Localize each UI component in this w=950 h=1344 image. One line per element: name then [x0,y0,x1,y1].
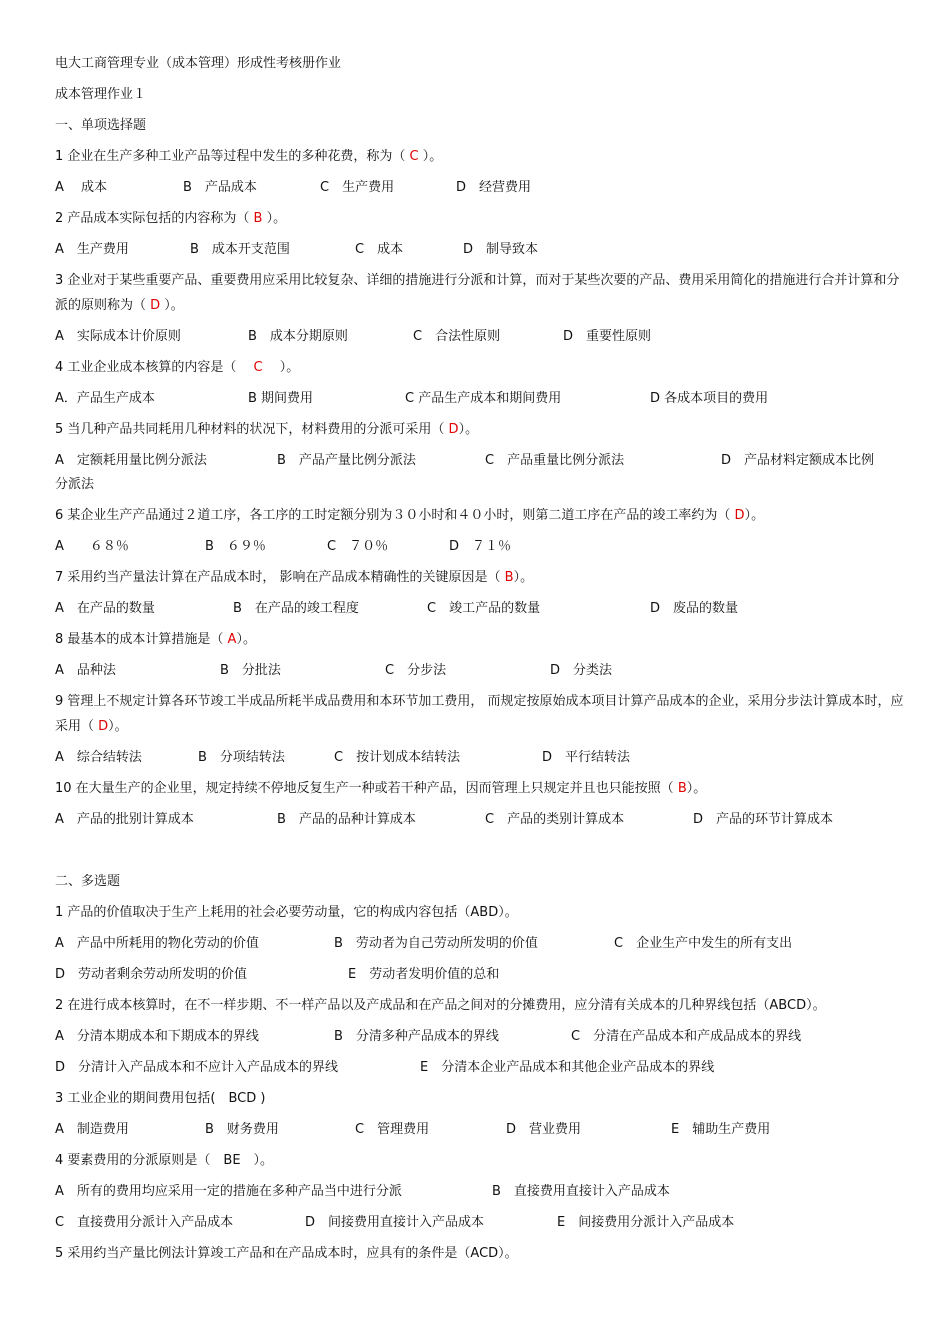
option: A 所有的费用均应采用一定的措施在多种产品当中进行分派 [55,1184,402,1199]
option: C 成本 [355,242,404,257]
option: B 劳动者为自己劳动所发明的价值 [334,936,538,951]
option: C 企业生产中发生的所有支出 [614,936,793,951]
option: D 产品的环节计算成本 [693,812,834,827]
option: D 经营费用 [456,180,532,195]
option: D 重要性原则 [563,329,652,344]
option: B 成本分期原则 [248,329,348,344]
answer-mark: B [504,570,514,585]
option: D 间接费用直接计入产品成本 [305,1215,485,1230]
blank-line [55,835,905,866]
option: D 制导致本 [463,242,539,257]
option: B 产品产量比例分派法 [277,453,416,468]
question-1-options [55,172,905,203]
option: D 各成本项目的费用 [650,391,769,406]
option: C 直接费用分派计入产品成本 [55,1215,234,1230]
section-multi-choice-title: 二、多选题 [55,874,121,889]
option: A 制造费用 [55,1122,129,1137]
answer-mark: B [253,211,263,226]
question-4-stem: 4 工业企业成本核算的内容是（ C ）。 [55,360,300,375]
multi-question-3-stem: 3 工业企业的期间费用包括( BCD ) [55,1091,266,1106]
multi-question-2-options-row1 [55,1021,905,1052]
option: A 产品的批别计算成本 [55,812,194,827]
answer-mark: D [448,422,459,437]
multi-question-4-options-row1 [55,1176,905,1207]
option: A．产品生产成本 [55,391,155,406]
option: C 分清在产品成本和产成品成本的界线 [571,1029,802,1044]
multi-question-5-stem: 5 采用约当产量比例法计算竣工产品和在产品成本时，应具有的条件是（ACD）。 [55,1246,518,1261]
option: E 劳动者发明价值的总和 [348,967,500,982]
option: A 品种法 [55,663,116,678]
question-2-stem: 2 产品成本实际包括的内容称为（ B ）。 [55,211,287,226]
option: B 成本开支范围 [190,242,290,257]
option: A 生产费用 [55,242,129,257]
multi-question-1-options-row2 [55,959,905,990]
option: D 产品材料定额成本比例 [721,453,875,468]
option: B 分批法 [220,663,281,678]
option: A 实际成本计价原则 [55,329,181,344]
multi-question-2-stem: 2 在进行成本核算时，在不一样步期、不一样产品以及产成品和在产品之间对的分摊费用，应分清有关成本的几种界线包括（ABCD）。 [55,998,826,1013]
option: B 在产品的竣工程度 [233,601,359,616]
multi-question-1-stem: 1 产品的价值取决于生产上耗用的社会必要劳动量，它的构成内容包括（ABD）。 [55,905,518,920]
option: C 竣工产品的数量 [427,601,541,616]
question-3-stem: 3 企业对于某些重要产品、重要费用应采用比较复杂、详细的措施进行分派和计算，而对于某些次要的产品、费用采用简化的措施进行合并计算和分派的原则称为（ D ）。 [55,273,900,313]
multi-question-2-options-row2 [55,1052,905,1083]
option: B ６９％ [205,539,266,554]
question-7-options [55,593,905,624]
option: D 劳动者剩余劳动所发明的价值 [55,967,248,982]
option: C 产品的类别计算成本 [485,812,625,827]
option: B 产品的品种计算成本 [277,812,416,827]
option: C 按计划成本结转法 [334,750,461,765]
question-6-options [55,531,905,562]
option: B 直接费用直接计入产品成本 [492,1184,670,1199]
option: B 财务费用 [205,1122,279,1137]
question-2-options [55,234,905,265]
question-5-options [55,445,905,469]
section-single-choice-title: 一、单项选择题 [55,118,147,133]
question-9-options [55,742,905,773]
option: A 在产品的数量 [55,601,155,616]
answer-mark: D [150,298,161,313]
option: E 分清本企业产品成本和其他企业产品成本的界线 [420,1060,715,1075]
option: B 期间费用 [248,391,314,406]
question-5-stem: 5 当几种产品共同耗用几种材料的状况下，材料费用的分派可采用（ D）。 [55,422,479,437]
option: C 产品重量比例分派法 [485,453,625,468]
multi-question-4-stem: 4 要素费用的分派原则是（ BE ）。 [55,1153,274,1168]
option: A 综合结转法 [55,750,142,765]
option: D 分清计入产品成本和不应计入产品成本的界线 [55,1060,339,1075]
option: A 定额耗用量比例分派法 [55,453,207,468]
option: C 管理费用 [355,1122,430,1137]
answer-mark: C [253,360,263,375]
assignment-title: 成本管理作业１ [55,87,147,102]
answer-mark: B [677,781,687,796]
option: C 产品生产成本和期间费用 [405,391,562,406]
question-7-stem: 7 采用约当产量法计算在产品成本时， 影响在产品成本精确性的关键原因是（ B）。 [55,570,534,585]
option: C 生产费用 [320,180,395,195]
answer-mark: A [227,632,237,647]
option: A 成本 [55,180,108,195]
question-1-stem: 1 企业在生产多种工业产品等过程中发生的多种花费，称为（ C ）。 [55,149,443,164]
question-10-options [55,804,905,835]
answer-mark: D [98,719,109,734]
option: D 废品的数量 [650,601,739,616]
multi-question-4-options-row2 [55,1207,905,1238]
option: B 产品成本 [183,180,257,195]
option: A 分清本期成本和下期成本的界线 [55,1029,259,1044]
multi-question-1-options-row1 [55,928,905,959]
question-8-options [55,655,905,686]
option: B 分清多种产品成本的界线 [334,1029,499,1044]
answer-mark: D [734,508,745,523]
option: A 产品中所耗用的物化劳动的价值 [55,936,259,951]
option: D 分类法 [550,663,613,678]
option: E 间接费用分派计入产品成本 [557,1215,735,1230]
option: C 合法性原则 [413,329,501,344]
question-5-options-continued: 分派法 [55,477,95,492]
option: C ７０％ [327,539,389,554]
question-10-stem: 10 在大量生产的企业里，规定持续不停地反复生产一种或若干种产品，因而管理上只规定并且也只能按照（ B）。 [55,781,707,796]
question-4-options [55,383,905,414]
option: C 分步法 [385,663,447,678]
answer-mark: C [409,149,419,164]
question-9-stem: 9 管理上不规定计算各环节竣工半成品所耗半成品费用和本环节加工费用， 而规定按原始成本项目计算产品成本的企业，采用分步法计算成本时，应采用（ D）。 [55,694,904,734]
question-8-stem: 8 最基本的成本计算措施是（ A）。 [55,632,256,647]
option: E 辅助生产费用 [671,1122,771,1137]
option: A ６８％ [55,539,129,554]
document-page [55,48,905,1269]
option: D 平行结转法 [542,750,631,765]
option: D ７１％ [449,539,512,554]
option: B 分项结转法 [198,750,285,765]
question-6-stem: 6 某企业生产产品通过２道工序，各工序的工时定额分别为３０小时和４０小时，则第二道工序在产品的竣工率约为（ D）。 [55,508,765,523]
document-title: 电大工商管理专业（成本管理）形成性考核册作业 [55,56,342,71]
option: D 营业费用 [506,1122,582,1137]
multi-question-3-options [55,1114,905,1145]
question-3-options [55,321,905,352]
